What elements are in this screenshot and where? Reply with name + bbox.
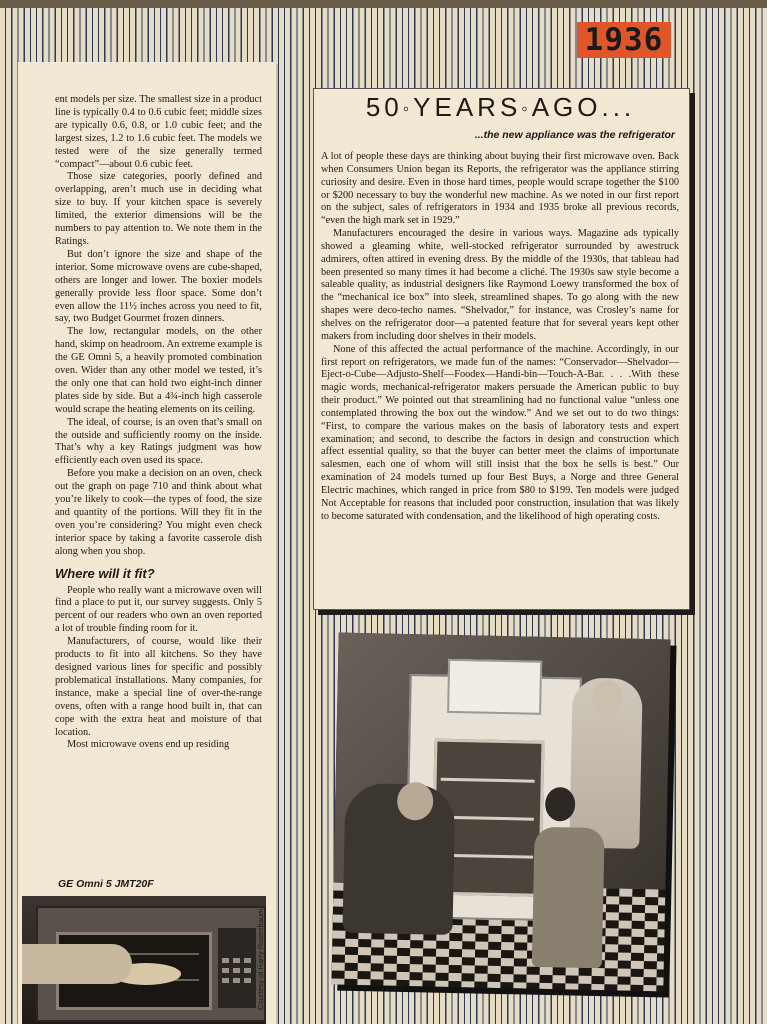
oven-key	[244, 968, 251, 973]
hand	[22, 944, 132, 984]
left-paragraph: Before you make a decision on an oven, check out the graph on page 710 and think about what you’re likely to cook—the types of food, the size and quantity of the portions. Will they fit in the oven you’re considering? You might even check interior space by taking a favorite casserole dish along when you shop.	[55, 468, 262, 557]
boy-figure	[532, 827, 605, 968]
vintage-refrigerator-photo	[331, 633, 670, 992]
oven-key	[244, 978, 251, 983]
headline-part: YEARS	[413, 92, 522, 122]
article-text	[321, 151, 679, 523]
oven-key	[233, 978, 240, 983]
oven-photo	[22, 896, 266, 1024]
left-paragraph: Manufacturers, of course, would like their products to fit into all kitchens. So they have designed various lines for specific and possibly problematical installations. Many companies, for instance, make a special line of over-the-range ovens, often with a range hood built in, that can cope with the extra heat and moisture of that location.	[55, 636, 262, 738]
left-paragraph: People who really want a microwave oven will find a place to put it, our survey suggests. Only 5 percent of our readers who own an oven reported a lot of trouble finding room for it.	[55, 584, 262, 635]
refrigerator-top-unit	[447, 659, 542, 715]
oven-key	[222, 968, 229, 973]
headline-part: AGO...	[531, 92, 636, 122]
article-paragraph: None of this affected the actual performance of the machine. Accordingly, in our first report on refrigerators, we made fun of the names: “Conservador—Shelvador—Eject-o-Cube—Adjusto-Shelf—Foodex—Handi-bin—Touch-A-Bar. . . .With these magic words, mechanical-refrigerator makers persuade the American public to buy their product.” We pointed out that streamlining had no functional value “unless one contemplated throwing the box out the window.” And we set out to do two things: “First, to compare the various makes on the basis of laboratory tests and expert examination; and second, to describe the factors in design and construction which affect essential quality, so that the buyer can better meet the claims of importunate salesmen, each one of whom will still insist that the box he sells is best.” Our examination of 24 models turned up four Best Buys, a Norge and three General Electric machines, which ranged in price from $80 to $199. Ten models were judged Not Acceptable for reasons that included poor construction, insulation that was likely to become saturated with condensation, and the likelihood of high operating costs.	[321, 343, 679, 522]
headline-part: 50	[365, 92, 403, 122]
left-paragraph: The low, rectangular models, on the other hand, skimp on headroom. An extreme example is the GE Omni 5, a heavily promoted combination oven. Wider than any other model we tested, it’s the only one that can hold two eight-inch dinner plates side by side. But a 4¾-inch high casserole would scrape the heating elements on its ceiling.	[55, 326, 262, 415]
oven-key	[222, 978, 229, 983]
left-paragraph: ent models per size. The smallest size in a product line is typically 0.4 to 0.6 cubic feet; middle sizes are typically 0.6, 0.8, or 1.0 cubic feet; and the largest sizes, 1.2 to 1.6 cubic feet. The models we tested were of the size generally termed “compact”—about 0.6 cubic feet.	[55, 94, 262, 170]
left-paragraph: Those size categories, poorly defined and overlapping, aren’t much use in deciding what size to buy. If your kitchen space is severely limited, the exterior dimensions will be the numbers to pay attention to. We note them in the Ratings.	[55, 171, 262, 247]
left-paragraph: Most microwave ovens end up residing	[67, 739, 230, 751]
headline-dot: ◦	[521, 98, 532, 119]
article-subhead: ...the new appliance was the refrigerator	[474, 129, 675, 141]
article-headline	[313, 92, 688, 123]
left-column-text	[55, 94, 262, 752]
left-paragraph: The ideal, of course, is an oven that’s small on the outside and sufficiently roomy on the inside. That’s why a key Ratings judgment was how efficiently each oven used its space.	[55, 416, 262, 467]
fridge-shelf	[441, 778, 535, 783]
photo-caption: GE Omni 5 JMT20F	[58, 878, 154, 890]
oven-control-panel	[218, 928, 256, 1008]
oven-key	[244, 958, 251, 963]
year-tag: 1936	[577, 22, 671, 58]
headline-dot: ◦	[402, 98, 414, 119]
article-paragraph: Manufacturers encouraged the desire in various ways. Magazine ads typically showed a gleaming white, well-stocked refrigerator surrounded by awestruck admirers, often attired in evening dress. By the middle of the 1930s, that tableau had been presented so many times it had become a cliché. The 1930s saw style become a saleable quality, as industrial designers like Raymond Loewy transformed the box of the “mechanical ice box” into sleek, streamlined shapes. To go along with the new shapes were deco-techo names. “Shelvador,” for instance, was Crosley’s name for shelves on the refrigerator door—a patented feature that for several years kept other makers from including door shelves in their models.	[321, 228, 679, 342]
oven-key	[233, 968, 240, 973]
photo-credit: Courtesy of Harry Rosenbaum	[256, 908, 265, 1010]
article-paragraph: A lot of people these days are thinking about buying their first microwave oven. Back when Consumers Union began its Reports, the refrigerator was the appliance stirring curiosity and desire. Even in those hard times, people would scrape together the $100 or $200 necessary to buy the wonderful new machine. As we noted in our first report on the subject, sales of refrigerators in 1934 and 1935 broke all previous records, “even the high mark set in 1929.”	[321, 151, 679, 227]
oven-key	[233, 958, 240, 963]
left-paragraph: But don’t ignore the size and shape of the interior. Some microwave ovens are cube-shaped, others are longer and lower. The boxier models generally provide less floor space. Some don’t even allow the 11½ inches across you need to fit, say, two Budget Gourmet frozen dinners.	[55, 248, 262, 325]
section-heading: Where will it fit?	[55, 565, 155, 581]
oven-key	[222, 958, 229, 963]
top-border	[0, 0, 767, 8]
